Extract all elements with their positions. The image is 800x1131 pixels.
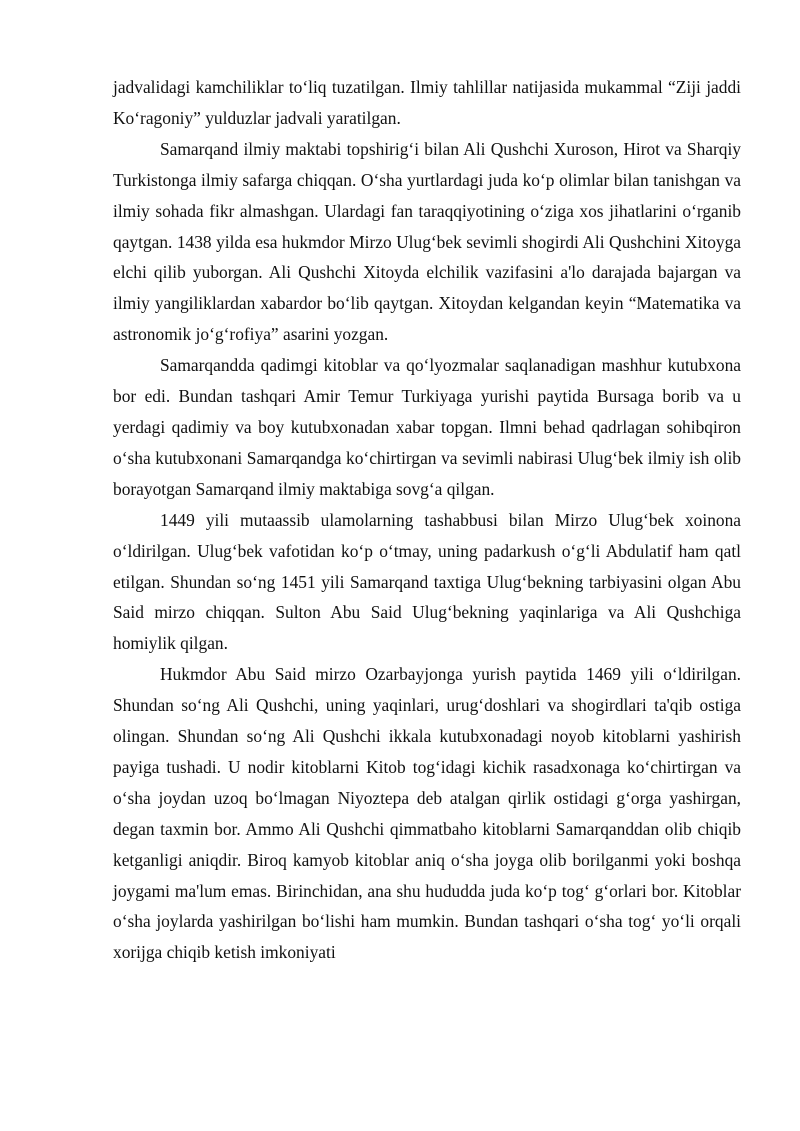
paragraph-ali-qushchi-journeys: Samarqand ilmiy maktabi topshirig‘i bilan Ali Qushchi Xuroson, Hirot va Sharqiy Turkistonga ilmiy safarga chiqqan. O‘sha yurtlardagi juda ko‘p olimlar bilan tanishgan va ilmiy sohada fikr almashgan. Ulardagi fan taraqqiyotining o‘ziga xos jihatlarini o‘rganib qaytgan. 1438 yilda esa hukmdor Mirzo Ulug‘bek sevimli shogirdi Ali Qushchini Xitoyga elchi qilib yuborgan. Ali Qushchi Xitoyda elchilik vazifasini a'lo darajada bajargan va ilmiy yangiliklardan xabardor bo‘lib qaytgan. Xitoydan kelgandan keyin “Matematika va astronomik jo‘g‘rofiya” asarini yozgan. (113, 138, 741, 345)
paragraph-hidden-books: Hukmdor Abu Said mirzo Ozarbayjonga yurish paytida 1469 yili o‘ldirilgan. Shundan so‘ng Ali Qushchi, uning yaqinlari, urug‘doshlari va shogirdlari ta'qib ostiga olingan. Shundan so‘ng Ali Qushchi ikkala kutubxonadagi noyob kitoblarni yashirish payiga tushadi. U nodir kitoblarni Kitob tog‘idagi kichik rasadxonaga ko‘chirtirgan va o‘sha joydan uzoq bo‘lmagan Niyoztepa deb atalgan qirlik ostidagi g‘orga yashirgan, degan taxmin bor. Ammo Ali Qushchi qimmatbaho kitoblarni Samarqanddan olib chiqib ketganligi aniqdir. Biroq kamyob kitoblar aniq o‘sha joyga olib borilganmi yoki boshqa joygami ma'lum emas. Birinchidan, ana shu hududda juda ko‘p tog‘ g‘orlari bor. Kitoblar o‘sha joylarda yashirilgan bo‘lishi ham mumkin. Bundan tashqari o‘sha tog‘ yo‘li orqali xorijga chiqib ketish imkoniyati (113, 664, 741, 963)
paragraph-samarqand-library: Samarqandda qadimgi kitoblar va qo‘lyozmalar saqlanadigan mashhur kutubxona bor edi. Bundan tashqari Amir Temur Turkiyaga yurishi paytida Bursaga borib va u yerdagi qadimiy va boy kutubxonadan xabar topgan. Ilmni behad qadrlagan sohibqiron o‘sha kutubxonani Samarqandga ko‘chirtirgan va sevimli nabirasi Ulug‘bek ilmiy ish olib borayotgan Samarqand ilmiy maktabiga sovg‘a qilgan. (113, 355, 741, 499)
document-page (113, 72, 741, 968)
paragraph-continuation: jadvalidagi kamchiliklar to‘liq tuzatilgan. Ilmiy tahlillar natijasida mukammal “Ziji jaddi Ko‘ragoniy” yulduzlar jadvali yaratilgan. (113, 77, 741, 128)
paragraph-ulugbek-death: 1449 yili mutaassib ulamolarning tashabbusi bilan Mirzo Ulug‘bek xoinona o‘ldirilgan. Ulug‘bek vafotidan ko‘p o‘tmay, uning padarkush o‘g‘li Abdulatif ham qatl etilgan. Shundan so‘ng 1451 yili Samarqand taxtiga Ulug‘bekning tarbiyasini olgan Abu Said mirzo chiqqan. Sulton Abu Said Ulug‘bekning yaqinlariga va Ali Qushchiga homiylik qilgan. (113, 509, 741, 654)
